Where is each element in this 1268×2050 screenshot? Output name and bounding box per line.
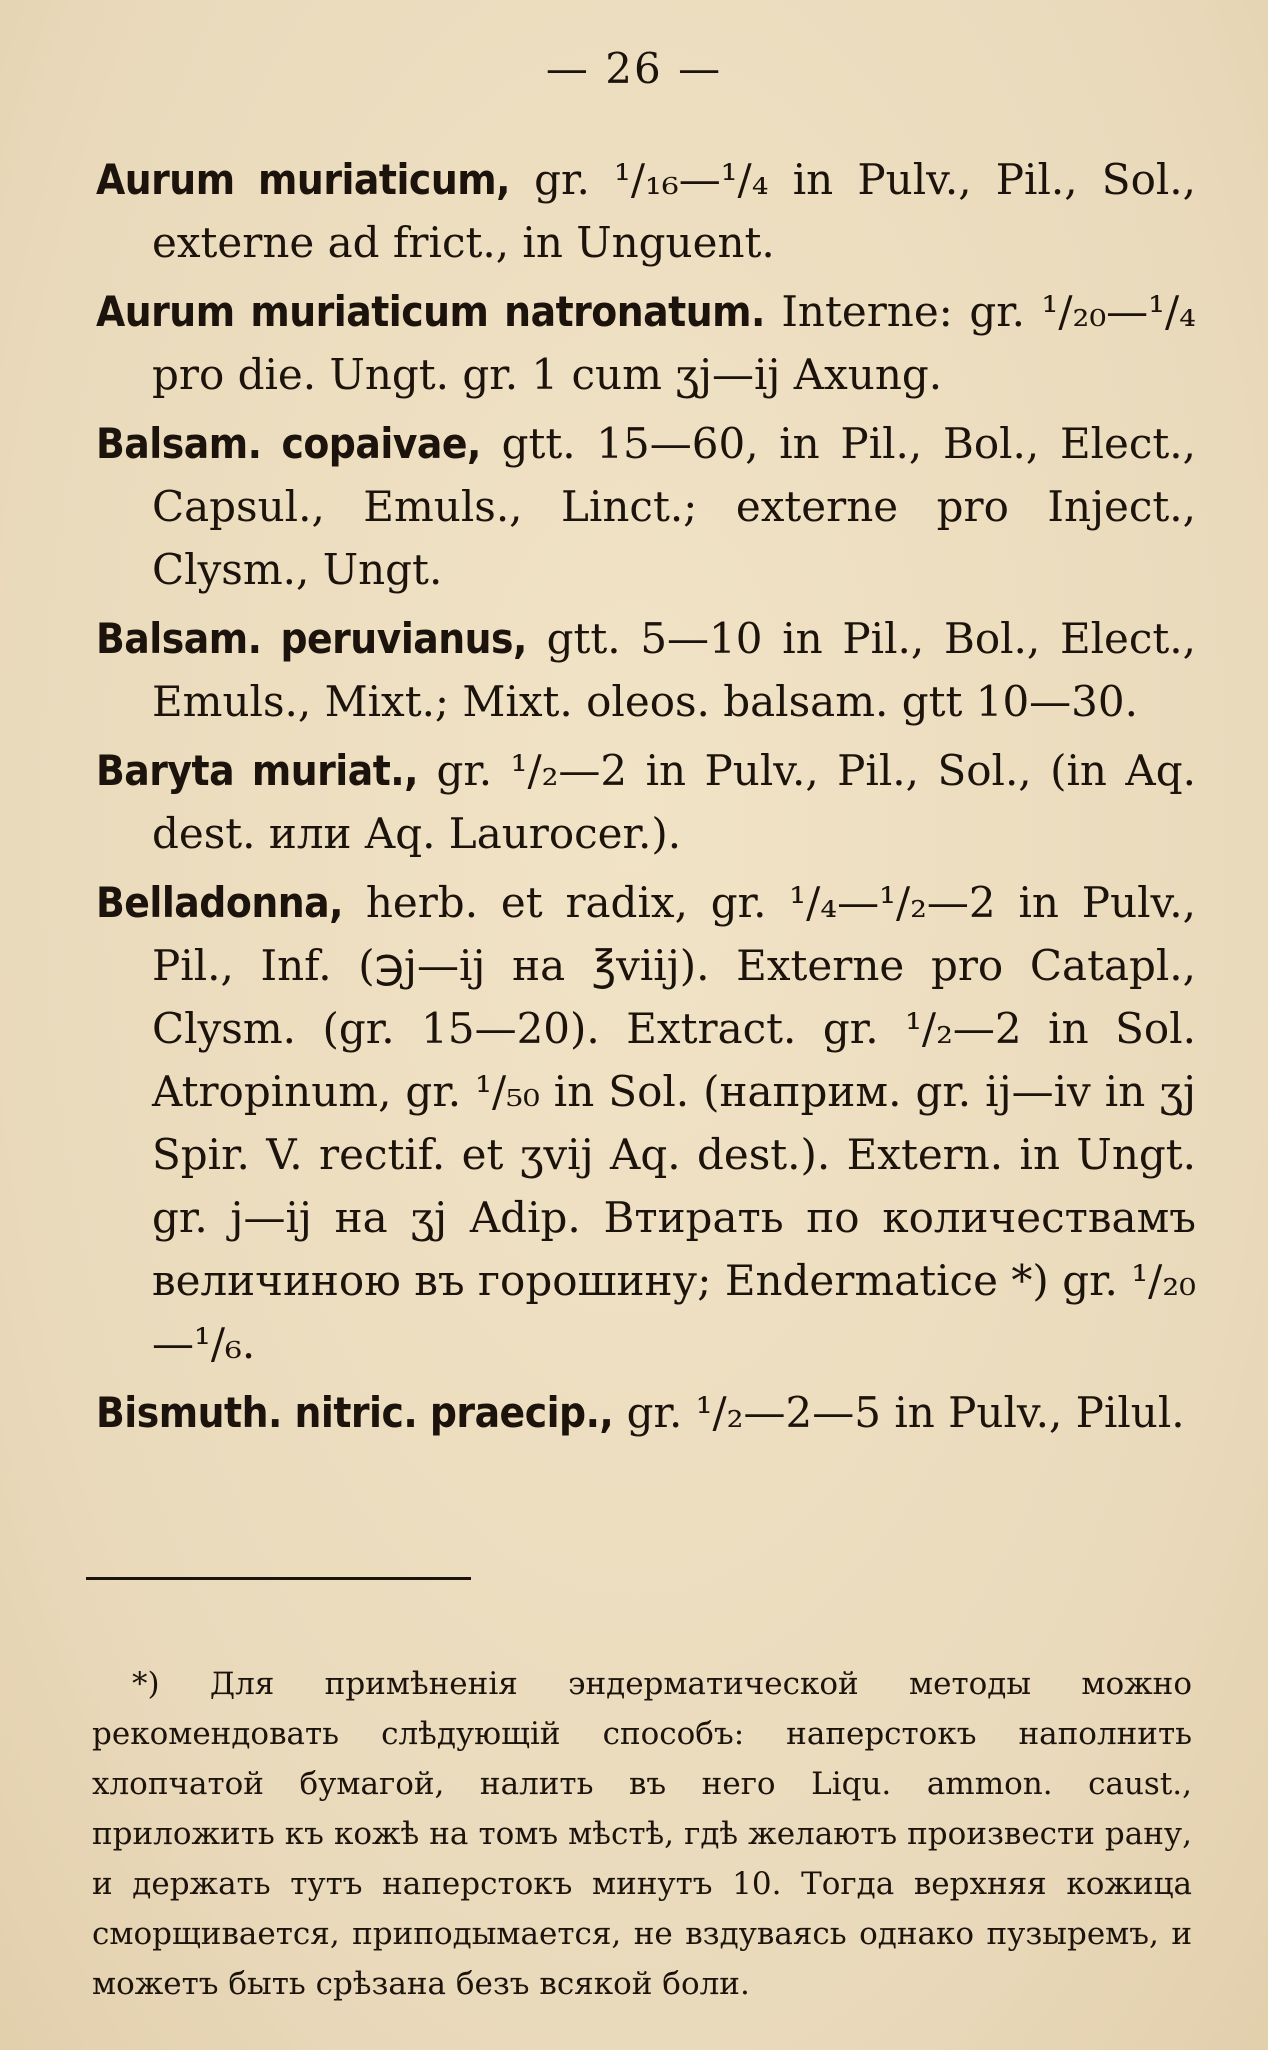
entry-text: gtt. 5—10 in Pil., Bol., Elect., Emuls., Mixt.; Mixt. oleos. balsam. gtt 10—30. [152,614,1196,726]
entry-belladonna [96,871,1196,1375]
entry-term: Baryta muriat., [96,746,418,795]
page-number: — 26 — [545,44,723,93]
entry-aurum-muriaticum [96,148,1196,274]
entry-balsam-peruvianus [96,607,1196,733]
entry-text: gr. ¹/₁₆—¹/₄ in Pulv., Pil., Sol., externe ad frict., in Unguent. [152,155,1196,267]
entry-bismuth-nitric [96,1381,1196,1444]
entry-term: Aurum muriaticum, [96,155,510,204]
entry-term: Balsam. copaivae, [96,419,481,468]
entry-term: Aurum muriaticum natronatum. [96,287,765,336]
footnote: *) Для примѣненія эндерматической методы можно рекомендовать слѣдующій способъ: наперстокъ наполнить хлопчатой бумагой, налить въ него Liqu. ammon. caust., приложить къ кожѣ на томъ мѣстѣ, гдѣ желаютъ произвести рану, и держать тутъ наперстокъ минутъ 10. Тогда верхняя кожица сморщивается, приподымается, не вздуваясь однако пузыремъ, и можетъ быть срѣзана безъ всякой боли. [92,1666,1192,2002]
footnote-divider [86,1577,471,1580]
entry-term: Bismuth. nitric. praecip., [96,1388,614,1437]
entry-text: gr. ¹/₂—2 in Pulv., Pil., Sol., (in Aq. dest. или Aq. Laurocer.). [152,746,1196,858]
entry-aurum-muriaticum-natronatum [96,280,1196,406]
entry-list [96,148,1196,1450]
entry-text: gr. ¹/₂—2—5 in Pulv., Pilul. [613,1388,1185,1437]
entry-text: gtt. 15—60, in Pil., Bol., Elect., Capsul., Emuls., Linct.; externe pro Inject., Clysm., Ungt. [152,419,1196,594]
entry-term: Balsam. peruvianus, [96,614,527,663]
entry-text: Interne: gr. ¹/₂₀—¹/₄ pro die. Ungt. gr. 1 cum ʒj—ij Axung. [152,287,1196,399]
entry-text: herb. et radix, gr. ¹/₄—¹/₂—2 in Pulv., Pil., Inf. (℈j—ij на ℥viij). Externe pro Catapl., Clysm. (gr. 15—20). Extract. gr. ¹/₂—2 in Sol. Atropinum, gr. ¹/₅₀ in Sol. (наприм. gr. ij—iv in ʒj Spir. V. rectif. et ʒvij Aq. dest.). Extern. in Ungt. gr. j—ij на ʒj Adip. Втирать по количествамъ величиною въ горошину; Endermatice *) gr. ¹/₂₀—¹/₆. [152,878,1196,1368]
entry-term: Belladonna, [96,878,343,927]
entry-baryta-muriat [96,739,1196,865]
entry-balsam-copaivae [96,412,1196,601]
